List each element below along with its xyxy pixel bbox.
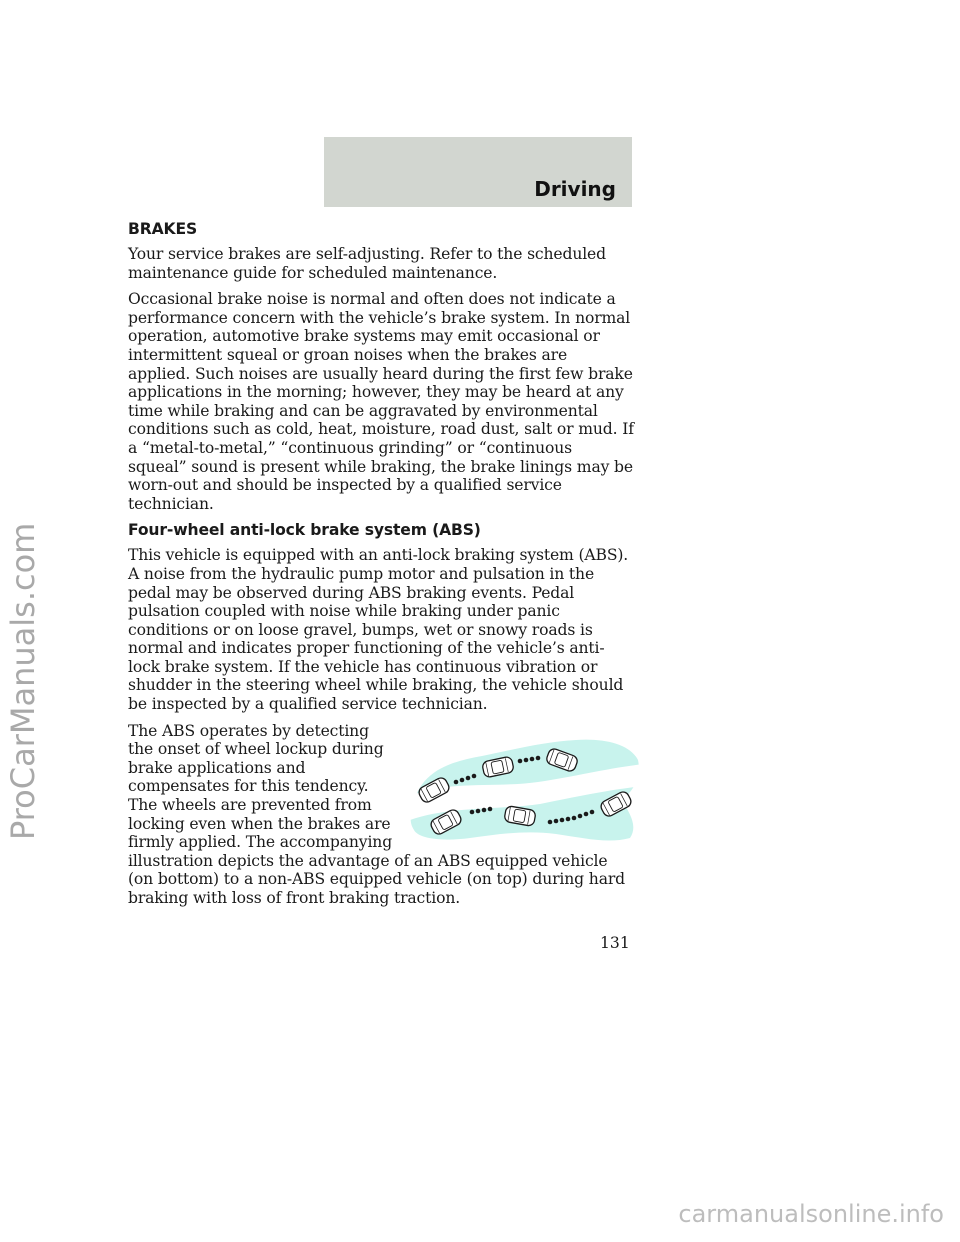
section-title: Driving bbox=[534, 177, 616, 201]
abs-vs-non-abs-illustration bbox=[408, 734, 644, 846]
brakes-paragraph-1: Your service brakes are self-adjusting. Refer to the scheduled maintenance guide for scheduled maintenance. bbox=[128, 245, 606, 282]
section-header-band bbox=[324, 137, 632, 207]
side-watermark: ProCarManuals.com bbox=[4, 522, 42, 840]
bottom-watermark: carmanualsonline.info bbox=[678, 1200, 944, 1228]
page-content bbox=[128, 220, 634, 916]
abs-paragraph-2: The ABS operates by detecting the onset of wheel lockup during brake applications and compensates for this tendency. The wheels are prevented from locking even when the brakes are firmly applied. The accompanying illustration depicts the advantage of an ABS equipped vehicle (on bottom) to a non-ABS equipped vehicle (on top) during hard braking with loss of front braking traction. bbox=[128, 721, 625, 907]
brakes-heading: BRAKES bbox=[128, 220, 198, 238]
abs-heading: Four-wheel anti-lock brake system (ABS) bbox=[128, 521, 481, 540]
abs-paragraph-1: This vehicle is equipped with an anti-lock braking system (ABS). A noise from the hydraulic pump motor and pulsation in the pedal may be observed during ABS braking events. Pedal pulsation coupled with noise while braking under panic conditions or on loose gravel, bumps, wet or snowy roads is normal and indicates proper functioning of the vehicle’s anti-lock brake system. If the vehicle has continuous vibration or shudder in the steering wheel while braking, the vehicle should be inspected by a qualified service technician. bbox=[128, 546, 629, 714]
brakes-paragraph-2: Occasional brake noise is normal and often does not indicate a performance concern with the vehicle’s brake system. In normal operation, automotive brake systems may emit occasional or intermittent squeal or groan noises when the brakes are applied. Such noises are usually heard during the first few brake applications in the morning; however, they may be heard at any time while braking and can be aggravated by environmental conditions such as cold, heat, moisture, road dust, salt or mud. If a “metal-to-metal,” “continuous grinding” or “continuous squeal” sound is present while braking, the brake linings may be worn-out and should be inspected by a qualified service technician. bbox=[128, 290, 634, 513]
page-number: 131 bbox=[600, 934, 630, 952]
